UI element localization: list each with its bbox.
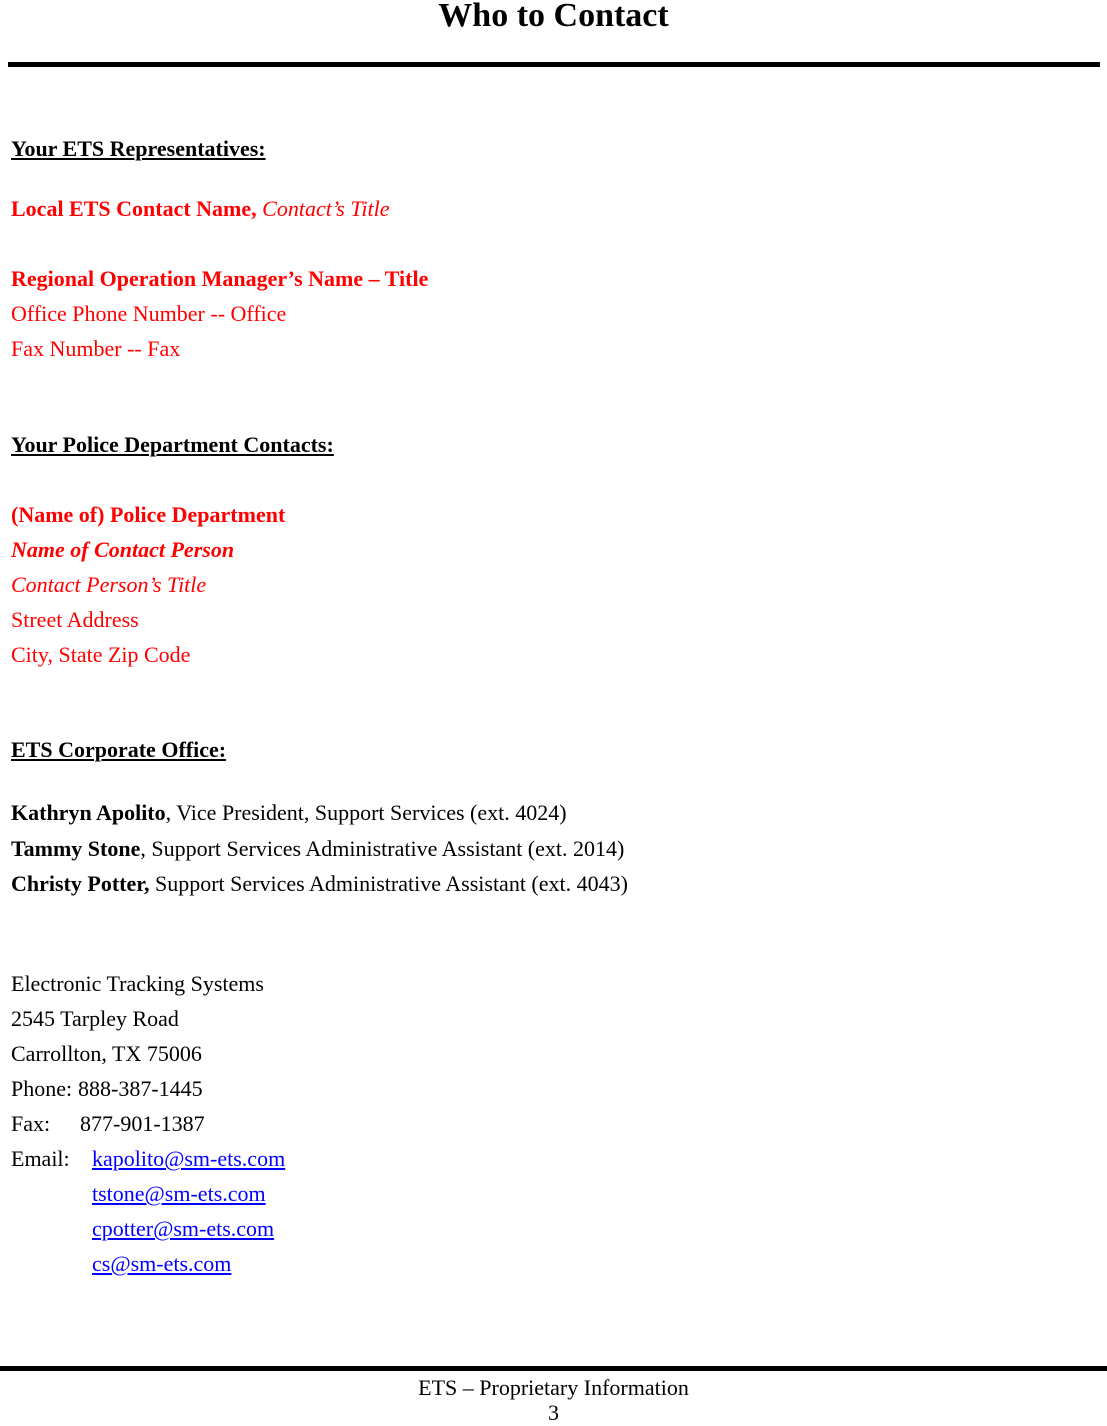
email-link[interactable]: cpotter@sm-ets.com	[92, 1216, 275, 1241]
person-role: , Vice President, Support Services (ext. 4024)	[165, 800, 567, 825]
page-number: 3	[548, 1400, 559, 1425]
office-phone: Office Phone Number -- Office	[11, 301, 287, 326]
person-role: Support Services Administrative Assistant (ext. 4043)	[149, 871, 628, 896]
ets-reps-heading: Your ETS Representatives:	[11, 136, 266, 161]
company-city: Carrollton, TX 75006	[11, 1041, 202, 1066]
local-contact-line	[11, 196, 390, 222]
fax-value: 877-901-1387	[80, 1111, 205, 1136]
email-link[interactable]: kapolito@sm-ets.com	[92, 1146, 286, 1171]
fax-number: Fax Number -- Fax	[11, 336, 181, 361]
police-department: (Name of) Police Department	[11, 502, 286, 527]
header-divider	[8, 62, 1100, 67]
page-title: Who to Contact	[438, 0, 669, 34]
phone-value: 888-387-1445	[78, 1076, 203, 1101]
police-city: City, State Zip Code	[11, 642, 191, 667]
person-role: , Support Services Administrative Assistant (ext. 2014)	[140, 836, 625, 861]
corporate-person	[11, 800, 567, 826]
regional-manager: Regional Operation Manager’s Name – Title	[11, 266, 429, 291]
local-contact-name: Local ETS Contact Name,	[11, 196, 257, 221]
email-label: Email:	[11, 1146, 70, 1171]
person-name: Tammy Stone	[11, 836, 141, 861]
police-street: Street Address	[11, 607, 139, 632]
fax-label: Fax:	[11, 1111, 51, 1136]
email-link[interactable]: cs@sm-ets.com	[92, 1251, 232, 1276]
corporate-heading: ETS Corporate Office:	[11, 737, 227, 762]
phone-label: Phone:	[11, 1076, 73, 1101]
email-link[interactable]: tstone@sm-ets.com	[92, 1181, 266, 1206]
police-contact-name: Name of Contact Person	[11, 537, 235, 562]
corporate-person	[11, 871, 628, 897]
police-heading: Your Police Department Contacts:	[11, 432, 334, 457]
corporate-person	[11, 836, 624, 862]
footer-divider	[0, 1366, 1107, 1371]
person-name: Christy Potter,	[11, 871, 150, 896]
footer-text: ETS – Proprietary Information	[418, 1375, 689, 1400]
local-contact-title: Contact’s Title	[262, 196, 390, 221]
company-street: 2545 Tarpley Road	[11, 1006, 179, 1031]
person-name: Kathryn Apolito	[11, 800, 166, 825]
police-contact-title: Contact Person’s Title	[11, 572, 207, 597]
company-name: Electronic Tracking Systems	[11, 971, 264, 996]
